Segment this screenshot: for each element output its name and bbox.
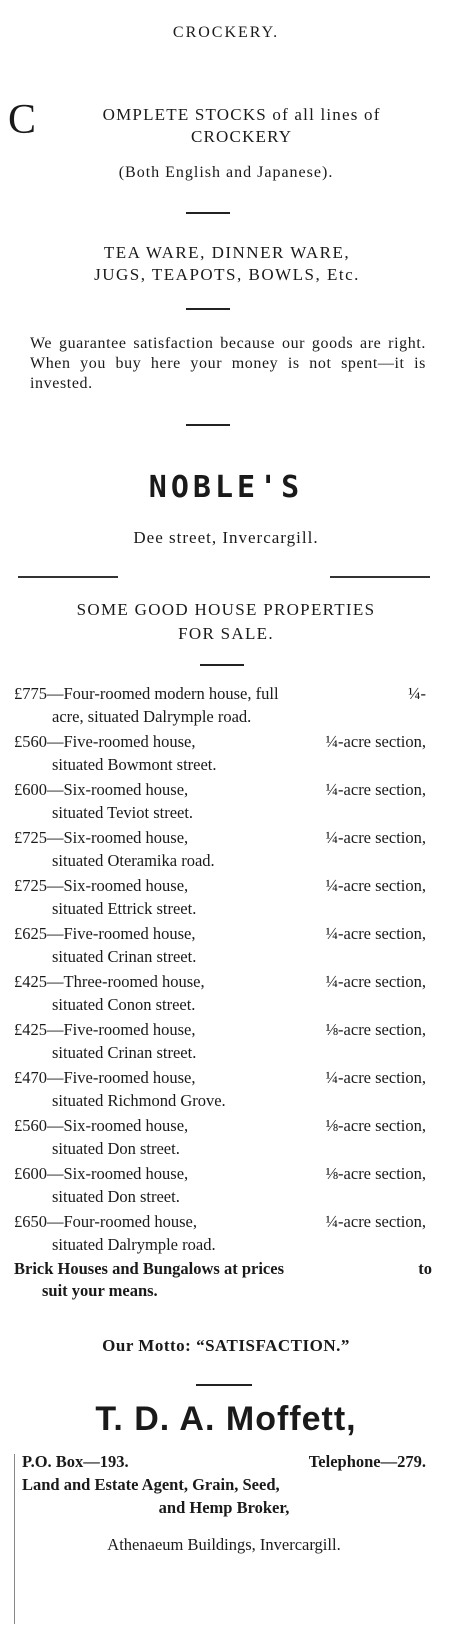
- agent-description-line-1: Land and Estate Agent, Grain, Seed,: [22, 1475, 280, 1494]
- price-dash: —: [47, 1212, 64, 1231]
- properties-heading: [0, 598, 452, 646]
- ware-list: [18, 242, 436, 286]
- crockery-stock-text: [8, 97, 444, 148]
- listing-description: Five-roomed house,: [63, 732, 196, 751]
- listing-location: situated Bowmont street.: [52, 755, 217, 774]
- listing-price: £425: [14, 1020, 47, 1039]
- listing-description: Four-roomed house,: [63, 1212, 197, 1231]
- price-dash: —: [47, 1068, 64, 1087]
- properties-heading-line-2: FOR SALE.: [178, 624, 274, 643]
- listing-description: Six-roomed house,: [63, 876, 189, 895]
- motto: Our Motto: “SATISFACTION.”: [102, 1336, 350, 1355]
- property-listing: [14, 682, 426, 728]
- divider-rule: [196, 1384, 252, 1386]
- price-dash: —: [47, 876, 64, 895]
- property-listing: [14, 1162, 426, 1208]
- listing-price-desc: [14, 1162, 188, 1185]
- price-dash: —: [47, 1164, 64, 1183]
- property-listing: [14, 778, 426, 824]
- ware-line-1: TEA WARE, DINNER WARE,: [103, 243, 351, 262]
- price-dash: —: [47, 684, 64, 703]
- listing-section-size: ¼-acre section,: [325, 876, 426, 895]
- listing-line-1: [14, 730, 426, 753]
- price-dash: —: [47, 972, 64, 991]
- price-dash: —: [47, 1020, 64, 1039]
- listing-description: Six-roomed house,: [63, 780, 189, 799]
- listing-location: situated Don street.: [52, 1187, 180, 1206]
- listing-price-desc: [14, 826, 188, 849]
- listing-price: £560: [14, 1116, 47, 1135]
- listing-section-size: ¼-acre section,: [325, 1068, 426, 1087]
- listing-price: £600: [14, 1164, 47, 1183]
- listing-location: situated Conon street.: [52, 995, 196, 1014]
- brick-houses-note: [14, 1258, 432, 1302]
- store-address: Dee street, Invercargill.: [133, 528, 319, 547]
- listing-description: Six-roomed house,: [63, 828, 189, 847]
- property-listing: [14, 1066, 426, 1112]
- listing-price: £560: [14, 732, 47, 751]
- origin-note: (Both English and Japanese).: [118, 164, 334, 181]
- listing-location: situated Ettrick street.: [52, 899, 197, 918]
- guarantee-text: We guarantee satisfaction because our goods are right. When you buy here your money is not spent—it is invested.: [30, 335, 426, 392]
- listing-price: £625: [14, 924, 47, 943]
- property-listing: [14, 922, 426, 968]
- listing-line-1: [14, 1114, 426, 1137]
- listing-price: £775: [14, 684, 47, 703]
- listing-location: situated Crinan street.: [52, 1043, 197, 1062]
- listing-line-1: [14, 682, 426, 705]
- listing-location: situated Crinan street.: [52, 947, 197, 966]
- divider-rule: [200, 664, 244, 666]
- listing-section-size: ¼-acre section,: [325, 828, 426, 847]
- listing-price-desc: [14, 970, 205, 993]
- listing-price: £650: [14, 1212, 47, 1231]
- listing-section-size: ⅛-acre section,: [325, 1164, 426, 1183]
- listing-section-size: ¼-acre section,: [325, 972, 426, 991]
- listing-description: Five-roomed house,: [63, 1068, 196, 1087]
- listing-price: £600: [14, 780, 47, 799]
- listing-price-desc: [14, 1066, 195, 1089]
- listing-description: Five-roomed house,: [63, 924, 196, 943]
- agent-description-line-2: and Hemp Broker,: [158, 1498, 290, 1517]
- listing-location: situated Teviot street.: [52, 803, 194, 822]
- section-divider-right: [330, 576, 430, 578]
- property-listings: [14, 682, 426, 1258]
- listing-price: £425: [14, 972, 47, 991]
- property-listing: [14, 826, 426, 872]
- price-dash: —: [47, 828, 64, 847]
- listing-price: £470: [14, 1068, 47, 1087]
- listing-price-desc: [14, 922, 195, 945]
- listing-price: £725: [14, 876, 47, 895]
- listing-price-desc: [14, 1210, 197, 1233]
- listing-location: situated Oteramika road.: [52, 851, 215, 870]
- property-listing: [14, 1018, 426, 1064]
- divider-rule: [186, 212, 230, 214]
- listing-line-1: [14, 826, 426, 849]
- property-listing: [14, 730, 426, 776]
- listing-description: Six-roomed house,: [63, 1116, 189, 1135]
- listing-price-desc: [14, 778, 188, 801]
- column-edge-line: [14, 1454, 15, 1624]
- po-box: P.O. Box—193.: [22, 1452, 129, 1471]
- listing-location: situated Richmond Grove.: [52, 1091, 226, 1110]
- listing-location: situated Don street.: [52, 1139, 180, 1158]
- listing-price-desc: [14, 1018, 195, 1041]
- listing-section-size: ¼-acre section,: [325, 924, 426, 943]
- agent-name: T. D. A. Moffett,: [95, 1400, 357, 1438]
- listing-price-desc: [14, 682, 279, 705]
- listing-location: situated Dalrymple road.: [52, 1235, 216, 1254]
- listing-price-desc: [14, 730, 195, 753]
- property-listing: [14, 970, 426, 1016]
- listing-section-size: ¼-acre section,: [325, 780, 426, 799]
- brick-line-2: suit your means.: [42, 1281, 158, 1300]
- listing-price: £725: [14, 828, 47, 847]
- price-dash: —: [47, 924, 64, 943]
- brick-line-1: Brick Houses and Bungalows at prices: [14, 1259, 284, 1278]
- price-dash: —: [47, 1116, 64, 1135]
- divider-rule: [186, 308, 230, 310]
- listing-section-size: ¼-acre section,: [325, 732, 426, 751]
- drop-cap: C: [8, 97, 38, 143]
- stock-line-2: CROCKERY: [190, 127, 293, 146]
- listing-location: acre, situated Dalrymple road.: [52, 707, 252, 726]
- listing-price-desc: [14, 874, 188, 897]
- store-name: NOBLE'S: [148, 470, 304, 505]
- property-listing: [14, 874, 426, 920]
- telephone: Telephone—279.: [308, 1452, 426, 1471]
- listing-line-1: [14, 1066, 426, 1089]
- listing-line-1: [14, 874, 426, 897]
- crockery-heading: CROCKERY.: [172, 24, 280, 41]
- agent-address: Athenaeum Buildings, Invercargill.: [107, 1535, 341, 1554]
- price-dash: —: [47, 780, 64, 799]
- section-divider-left: [18, 576, 118, 578]
- listing-description: Four-roomed modern house, full: [63, 684, 279, 703]
- divider-rule: [186, 424, 230, 426]
- listing-line-1: [14, 970, 426, 993]
- properties-heading-line-1: SOME GOOD HOUSE PROPERTIES: [76, 600, 376, 619]
- listing-line-1: [14, 778, 426, 801]
- brick-line-1-end: to: [418, 1259, 432, 1278]
- listing-line-1: [14, 1162, 426, 1185]
- property-listing: [14, 1210, 426, 1256]
- price-dash: —: [47, 732, 64, 751]
- stock-line-1: OMPLETE STOCKS of all lines of: [102, 105, 381, 124]
- ware-line-2: JUGS, TEAPOTS, BOWLS, Etc.: [94, 265, 360, 284]
- agent-contact: [22, 1450, 426, 1556]
- listing-description: Five-roomed house,: [63, 1020, 196, 1039]
- listing-section-size: ¼-: [408, 684, 426, 703]
- listing-section-size: ⅛-acre section,: [325, 1116, 426, 1135]
- listing-section-size: ⅛-acre section,: [325, 1020, 426, 1039]
- listing-section-size: ¼-acre section,: [325, 1212, 426, 1231]
- listing-price-desc: [14, 1114, 188, 1137]
- listing-line-1: [14, 1018, 426, 1041]
- listing-line-1: [14, 922, 426, 945]
- listing-description: Six-roomed house,: [63, 1164, 189, 1183]
- listing-description: Three-roomed house,: [63, 972, 205, 991]
- listing-line-1: [14, 1210, 426, 1233]
- property-listing: [14, 1114, 426, 1160]
